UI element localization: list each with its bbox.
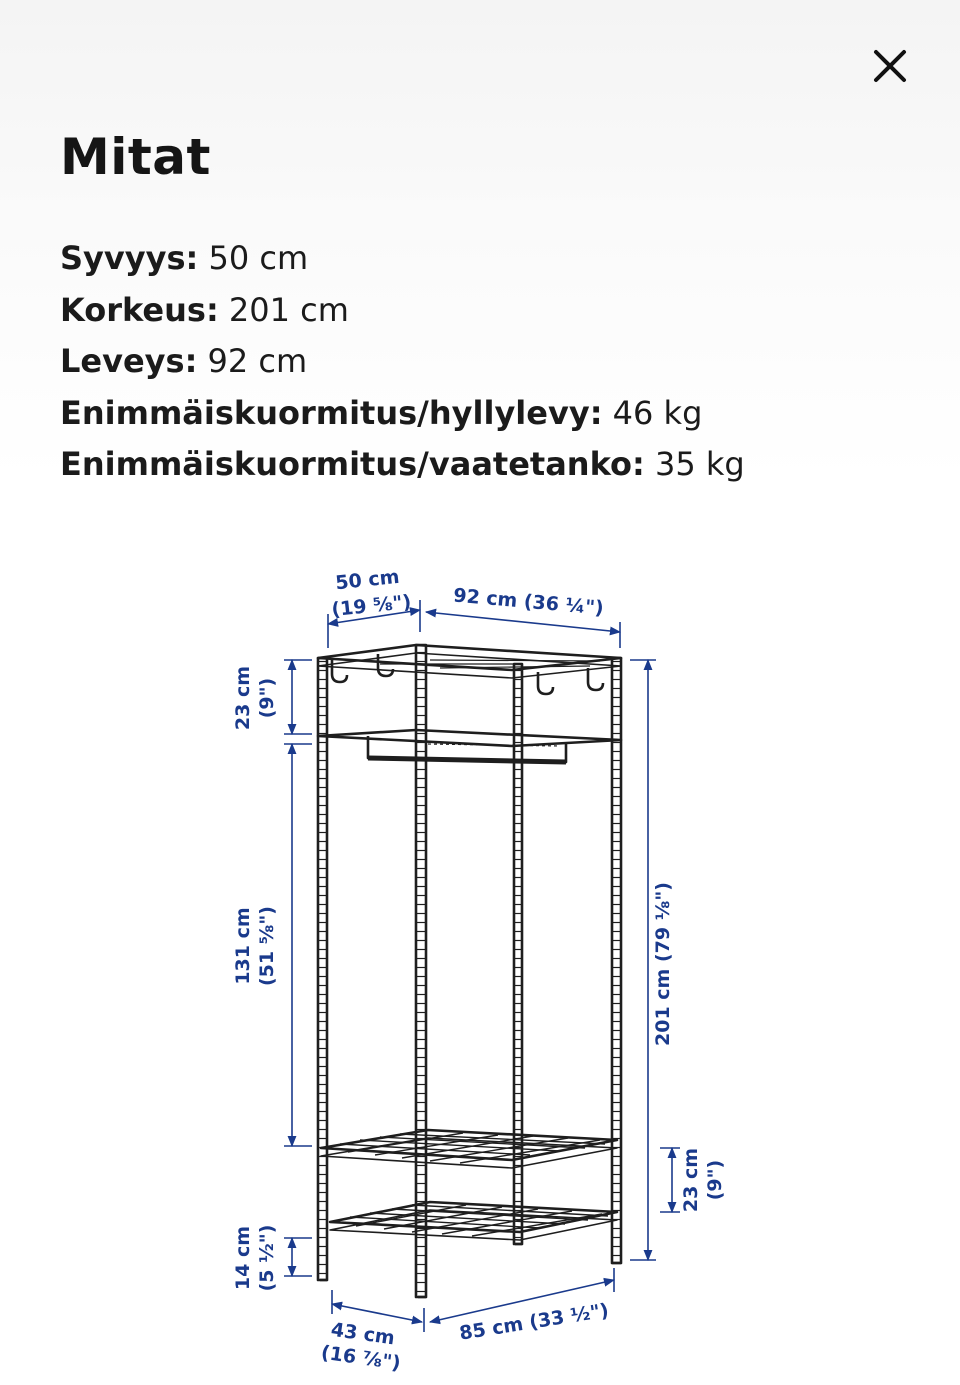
post-front-right xyxy=(416,645,426,1297)
dimension-drawing xyxy=(0,540,960,1385)
dim-right-gap-cm: 23 cm xyxy=(680,1147,702,1213)
dim-top-depth-in: (19 ⅝") xyxy=(330,590,413,622)
spec-value: 201 cm xyxy=(228,290,349,329)
dim-top-width: 92 cm (36 ¼") xyxy=(452,584,605,620)
spec-label: Enimmäiskuormitus/hyllylevy: xyxy=(60,393,603,432)
rail-frame xyxy=(318,730,621,746)
post-back-right xyxy=(612,658,621,1263)
dim-bottom-width: 85 cm (33 ½") xyxy=(457,1299,611,1345)
dim-right-gap-in: (9") xyxy=(704,1159,726,1201)
dim-left-bottom-in: (5 ½") xyxy=(256,1224,278,1292)
spec-label: Leveys: xyxy=(60,342,198,380)
close-button[interactable] xyxy=(858,34,922,98)
post-back-left xyxy=(514,664,522,1244)
spec-max-load-rail xyxy=(60,439,745,491)
hook xyxy=(588,668,603,690)
spec-value: 35 kg xyxy=(654,445,745,483)
spec-value: 50 cm xyxy=(208,239,309,277)
dim-left-bottom-cm: 14 cm xyxy=(232,1225,254,1291)
dim-left-mid-cm: 131 cm xyxy=(232,907,254,985)
spec-depth xyxy=(60,233,745,285)
dim-left-top-in: (9") xyxy=(256,677,278,719)
spec-value: 92 cm xyxy=(207,342,308,380)
spec-value: 46 kg xyxy=(612,393,703,432)
spec-label: Syvyys: xyxy=(60,239,199,277)
spec-label: Enimmäiskuormitus/vaatetanko: xyxy=(60,445,645,483)
spec-height xyxy=(60,285,745,337)
dimension-list xyxy=(60,233,745,491)
spec-label: Korkeus: xyxy=(60,290,219,329)
dim-bottom-depth-in: (16 ⅞") xyxy=(319,1341,402,1375)
spec-width xyxy=(60,336,745,388)
dim-top-depth-cm: 50 cm xyxy=(334,565,401,595)
dim-left-top-cm: 23 cm xyxy=(232,665,254,731)
spec-max-load-shelf xyxy=(60,388,745,440)
dim-right-height: 201 cm (79 ⅛") xyxy=(652,882,674,1046)
page-title: Mitat xyxy=(60,128,211,186)
shelf-unit-drawing xyxy=(318,645,621,1297)
dim-bottom-depth-cm: 43 cm xyxy=(329,1318,397,1350)
dim-left-mid-in: (51 ⅝") xyxy=(256,906,278,986)
dimension-labels xyxy=(232,566,726,1375)
close-icon xyxy=(873,49,907,83)
post-front-left xyxy=(318,658,327,1280)
